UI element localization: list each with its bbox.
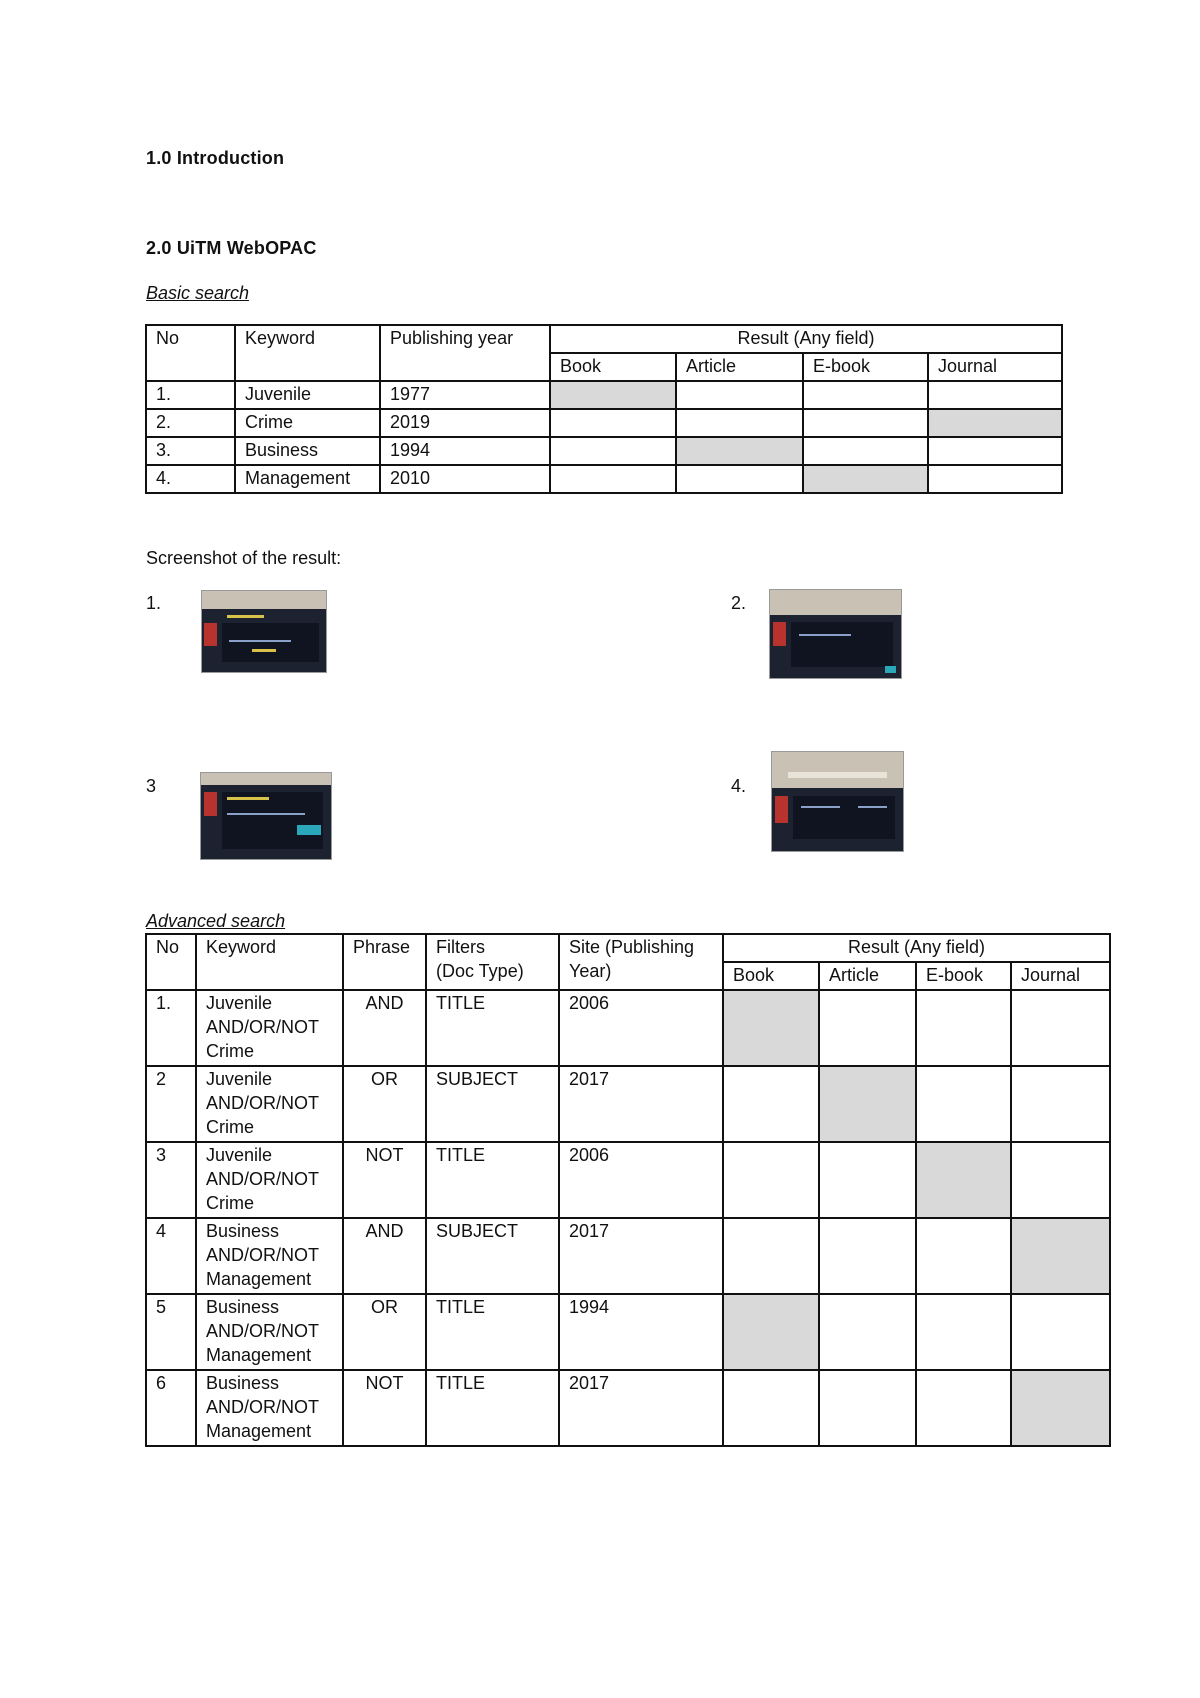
- adv-col-book: Book: [723, 962, 819, 990]
- adv-col-site-line1: Site (Publishing: [569, 937, 695, 957]
- col-book: Book: [550, 353, 676, 381]
- adv-col-site-line2: Year): [569, 961, 612, 981]
- result-cell-journal: [928, 409, 1062, 437]
- row-site-year: 2017: [559, 1218, 723, 1294]
- screenshot-1-image: [201, 590, 327, 673]
- row-site-year: 2006: [559, 990, 723, 1066]
- row-keyword-line: Juvenile: [206, 993, 273, 1013]
- adv-col-keyword: Keyword: [196, 934, 343, 990]
- row-keyword: Crime: [235, 409, 380, 437]
- row-phrase: NOT: [343, 1370, 426, 1446]
- row-no: 3: [146, 1142, 196, 1218]
- row-keyword-line: Crime: [206, 1117, 254, 1137]
- result-cell-journal: [1011, 1370, 1110, 1446]
- result-cell-book: [723, 1218, 819, 1294]
- row-no: 1.: [146, 990, 196, 1066]
- result-cell-journal: [1011, 1066, 1110, 1142]
- row-phrase: OR: [343, 1066, 426, 1142]
- advanced-search-label: Advanced search: [146, 911, 286, 931]
- row-no: 3.: [146, 437, 235, 465]
- screenshot-3-label: 3: [146, 776, 157, 796]
- row-no: 1.: [146, 381, 235, 409]
- row-keyword: [196, 1066, 343, 1142]
- row-no: 6: [146, 1370, 196, 1446]
- result-cell-journal: [928, 437, 1062, 465]
- row-filter: TITLE: [426, 1294, 559, 1370]
- row-no: 5: [146, 1294, 196, 1370]
- row-no: 4.: [146, 465, 235, 493]
- row-keyword-line: Juvenile: [206, 1069, 273, 1089]
- row-keyword-line: AND/OR/NOT: [206, 1321, 320, 1341]
- col-ebook: E-book: [803, 353, 928, 381]
- result-cell-article: [676, 465, 803, 493]
- result-cell-article: [819, 1066, 916, 1142]
- row-keyword-line: Business: [206, 1221, 280, 1241]
- adv-col-article: Article: [819, 962, 916, 990]
- adv-col-result: Result (Any field): [723, 934, 1110, 962]
- row-phrase: OR: [343, 1294, 426, 1370]
- screenshot-2-image: [769, 589, 902, 679]
- table-row: [146, 1218, 1110, 1294]
- result-cell-book: [723, 1370, 819, 1446]
- result-cell-ebook: [916, 990, 1011, 1066]
- screenshot-2-label: 2.: [731, 593, 747, 613]
- row-filter: SUBJECT: [426, 1066, 559, 1142]
- row-keyword-line: Juvenile: [206, 1145, 273, 1165]
- adv-col-site: [559, 934, 723, 990]
- adv-col-no: No: [146, 934, 196, 990]
- adv-col-phrase: Phrase: [343, 934, 426, 990]
- row-filter: TITLE: [426, 1142, 559, 1218]
- row-keyword-line: AND/OR/NOT: [206, 1397, 320, 1417]
- row-site-year: 2006: [559, 1142, 723, 1218]
- table-row: [146, 381, 1062, 409]
- table-row: [146, 465, 1062, 493]
- row-keyword-line: AND/OR/NOT: [206, 1093, 320, 1113]
- result-cell-article: [819, 990, 916, 1066]
- row-keyword: [196, 990, 343, 1066]
- row-phrase: AND: [343, 990, 426, 1066]
- row-keyword-line: Management: [206, 1421, 312, 1441]
- row-keyword-line: Management: [206, 1345, 312, 1365]
- col-article: Article: [676, 353, 803, 381]
- row-keyword: [196, 1294, 343, 1370]
- row-year: 2010: [380, 465, 550, 493]
- row-site-year: 1994: [559, 1294, 723, 1370]
- col-no: No: [146, 325, 235, 381]
- result-cell-book: [550, 409, 676, 437]
- adv-col-filters-line2: (Doc Type): [436, 961, 524, 981]
- row-year: 2019: [380, 409, 550, 437]
- row-keyword-line: Crime: [206, 1041, 254, 1061]
- col-journal: Journal: [928, 353, 1062, 381]
- result-cell-book: [723, 1066, 819, 1142]
- result-cell-journal: [928, 381, 1062, 409]
- adv-col-ebook: E-book: [916, 962, 1011, 990]
- col-keyword: Keyword: [235, 325, 380, 381]
- basic-search-label: Basic search: [146, 283, 250, 303]
- table-row: [146, 1142, 1110, 1218]
- result-cell-article: [676, 409, 803, 437]
- result-cell-book: [550, 437, 676, 465]
- result-cell-journal: [1011, 1142, 1110, 1218]
- table-row: [146, 1066, 1110, 1142]
- screenshot-4-image: [771, 751, 904, 852]
- table-row: [146, 990, 1110, 1066]
- result-cell-book: [723, 1142, 819, 1218]
- row-year: 1994: [380, 437, 550, 465]
- result-cell-article: [676, 437, 803, 465]
- intro-heading: 1.0 Introduction: [146, 148, 285, 168]
- row-no: 2.: [146, 409, 235, 437]
- result-cell-article: [819, 1294, 916, 1370]
- adv-col-filters-line1: Filters: [436, 937, 485, 957]
- webopac-heading: 2.0 UiTM WebOPAC: [146, 238, 317, 258]
- table-row: [146, 1370, 1110, 1446]
- result-cell-journal: [1011, 990, 1110, 1066]
- row-keyword-line: AND/OR/NOT: [206, 1017, 320, 1037]
- result-cell-journal: [1011, 1218, 1110, 1294]
- result-cell-article: [819, 1142, 916, 1218]
- row-keyword: [196, 1218, 343, 1294]
- basic-search-table: [145, 324, 1063, 494]
- row-year: 1977: [380, 381, 550, 409]
- row-filter: SUBJECT: [426, 1218, 559, 1294]
- row-phrase: AND: [343, 1218, 426, 1294]
- screenshot-label: Screenshot of the result:: [146, 548, 342, 568]
- row-phrase: NOT: [343, 1142, 426, 1218]
- result-cell-book: [550, 381, 676, 409]
- result-cell-ebook: [916, 1294, 1011, 1370]
- row-keyword-line: Business: [206, 1373, 280, 1393]
- result-cell-article: [676, 381, 803, 409]
- screenshot-4-label: 4.: [731, 776, 747, 796]
- result-cell-journal: [928, 465, 1062, 493]
- col-result: Result (Any field): [550, 325, 1062, 353]
- col-publishing-year: Publishing year: [380, 325, 550, 381]
- result-cell-ebook: [916, 1218, 1011, 1294]
- adv-col-journal: Journal: [1011, 962, 1110, 990]
- row-keyword: Juvenile: [235, 381, 380, 409]
- result-cell-ebook: [803, 409, 928, 437]
- row-keyword-line: Crime: [206, 1193, 254, 1213]
- row-keyword-line: Business: [206, 1297, 280, 1317]
- result-cell-article: [819, 1218, 916, 1294]
- row-no: 4: [146, 1218, 196, 1294]
- row-keyword: [196, 1370, 343, 1446]
- advanced-search-table: [145, 933, 1111, 1447]
- result-cell-ebook: [803, 437, 928, 465]
- row-keyword: Business: [235, 437, 380, 465]
- result-cell-article: [819, 1370, 916, 1446]
- result-cell-book: [723, 1294, 819, 1370]
- adv-col-filters: [426, 934, 559, 990]
- row-keyword: Management: [235, 465, 380, 493]
- result-cell-book: [723, 990, 819, 1066]
- row-keyword-line: AND/OR/NOT: [206, 1245, 320, 1265]
- result-cell-ebook: [916, 1142, 1011, 1218]
- table-row: [146, 409, 1062, 437]
- result-cell-ebook: [803, 465, 928, 493]
- row-no: 2: [146, 1066, 196, 1142]
- result-cell-book: [550, 465, 676, 493]
- result-cell-ebook: [916, 1370, 1011, 1446]
- result-cell-ebook: [916, 1066, 1011, 1142]
- row-keyword-line: AND/OR/NOT: [206, 1169, 320, 1189]
- table-row: [146, 437, 1062, 465]
- screenshot-3-image: [200, 772, 332, 860]
- row-keyword: [196, 1142, 343, 1218]
- row-filter: TITLE: [426, 990, 559, 1066]
- result-cell-journal: [1011, 1294, 1110, 1370]
- row-site-year: 2017: [559, 1370, 723, 1446]
- screenshot-1-label: 1.: [146, 593, 162, 613]
- result-cell-ebook: [803, 381, 928, 409]
- row-filter: TITLE: [426, 1370, 559, 1446]
- table-row: [146, 1294, 1110, 1370]
- row-keyword-line: Management: [206, 1269, 312, 1289]
- row-site-year: 2017: [559, 1066, 723, 1142]
